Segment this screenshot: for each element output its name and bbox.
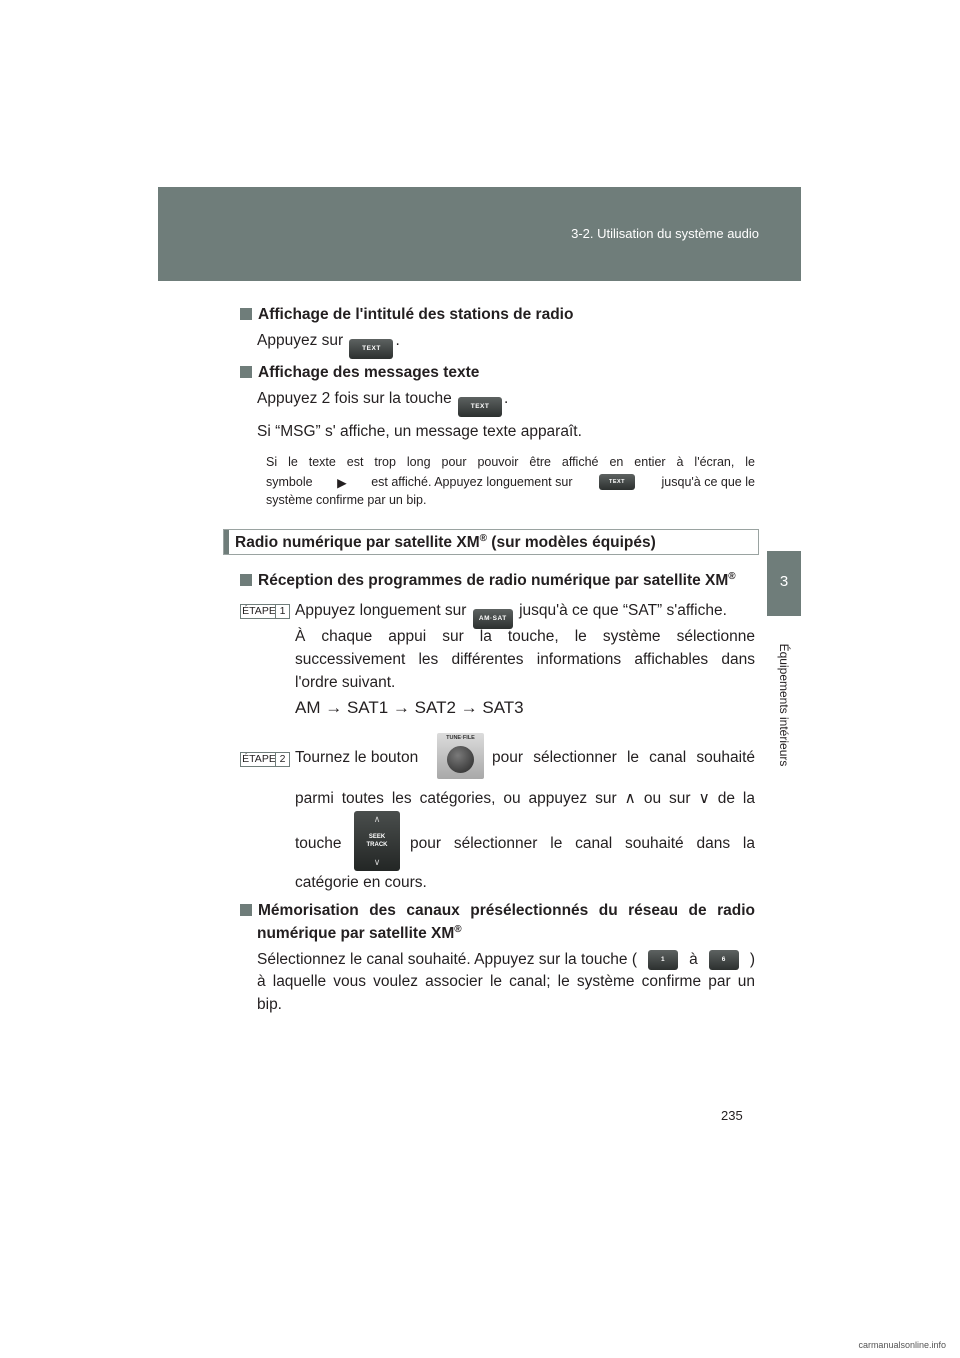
preset-1-button: 1 (648, 950, 678, 970)
am-sat-button: AM·SAT (473, 609, 513, 629)
chapter-tab (767, 551, 801, 616)
step-2-line-4: catégorie en cours. (295, 874, 427, 891)
section-title: 3-2. Utilisation du système audio (571, 226, 759, 241)
step-1-desc-1: À chaque appui sur la touche, le système sélectionne (295, 628, 755, 645)
note-line-2: symbole ▶ est affiché. Appuyez longuement sur TEXT jusqu'à ce que le (266, 475, 755, 490)
chevron-down-icon: ∨ (373, 857, 381, 867)
note-line-1: Si le texte est trop long pour pouvoir être affiché en entier à l'écran, le (266, 455, 755, 469)
mode-sequence: AM → SAT1 → SAT2 → SAT3 (295, 698, 524, 717)
step-2-line-1b: pour sélectionner le canal souhaité (492, 749, 755, 766)
seek-track-button-icon: ∧ SEEK TRACK ∨ (354, 811, 400, 871)
chapter-label (767, 630, 801, 780)
display-messages-instruction: Appuyez 2 fois sur la touche TEXT . (257, 390, 508, 417)
display-station-instruction: Appuyez sur TEXT . (257, 332, 400, 359)
memorize-line-2: à laquelle vous voulez associer le canal; le système confirme par un (257, 973, 755, 990)
memorize-line-1: Sélectionnez le canal souhaité. Appuyez sur la touche ( 1 à 6 ) (257, 951, 755, 968)
step-1-badge: ÉTAPE 1 (240, 604, 290, 619)
memorize-line-3: bip. (257, 996, 282, 1013)
text-button: TEXT (599, 474, 635, 490)
tune-file-knob-icon: TUNE·FILE (437, 733, 484, 779)
chapter-title: Équipements intérieurs (777, 643, 791, 767)
preset-6-button: 6 (709, 950, 739, 970)
square-bullet-icon (240, 904, 252, 916)
step-2-line-3a: touche (295, 835, 342, 852)
dial-icon (447, 746, 474, 773)
heading-memorize-line-1: Mémorisation des canaux présélectionnés du réseau de radio (240, 902, 755, 920)
step-2-line-3b: pour sélectionner le canal souhaité dans la (410, 835, 755, 852)
text-button: TEXT (458, 397, 502, 417)
heading-memorize-line-2: numérique par satellite XM® (257, 924, 462, 943)
play-triangle-icon: ▶ (337, 475, 347, 490)
section-header-bar (158, 187, 801, 281)
text-button: TEXT (349, 339, 393, 359)
step-2-badge: ÉTAPE 2 (240, 752, 290, 767)
step-2-line-2: parmi toutes les catégories, ou appuyez sur ∧ ou sur ∨ de la (295, 790, 755, 807)
step-2-line-1a: Tournez le bouton (295, 749, 419, 766)
square-bullet-icon (240, 308, 252, 320)
msg-line: Si “MSG” s' affiche, un message texte apparaît. (257, 423, 582, 440)
heading-display-station: Affichage de l'intitulé des stations de radio (240, 306, 573, 324)
step-1-instruction: Appuyez longuement sur AM·SAT jusqu'à ce que “SAT” s'affiche. (295, 602, 727, 629)
step-1-desc-3: l'ordre suivant. (295, 674, 396, 691)
chapter-number: 3 (779, 573, 789, 590)
xm-section-header (223, 529, 759, 555)
square-bullet-icon (240, 366, 252, 378)
page-number: 235 (721, 1108, 743, 1123)
chevron-up-icon: ∧ (373, 814, 381, 824)
heading-reception: Réception des programmes de radio numérique par satellite XM® (240, 571, 736, 590)
section-accent-bar (224, 530, 229, 554)
heading-display-messages: Affichage des messages texte (240, 364, 479, 382)
note-line-3: système confirme par un bip. (266, 493, 427, 507)
footer-watermark: carmanualsonline.info (858, 1340, 946, 1350)
xm-section-title: Radio numérique par satellite XM® (sur modèles équipés) (235, 533, 656, 552)
step-1-desc-2: successivement les différentes informations affichables dans (295, 651, 755, 668)
square-bullet-icon (240, 574, 252, 586)
